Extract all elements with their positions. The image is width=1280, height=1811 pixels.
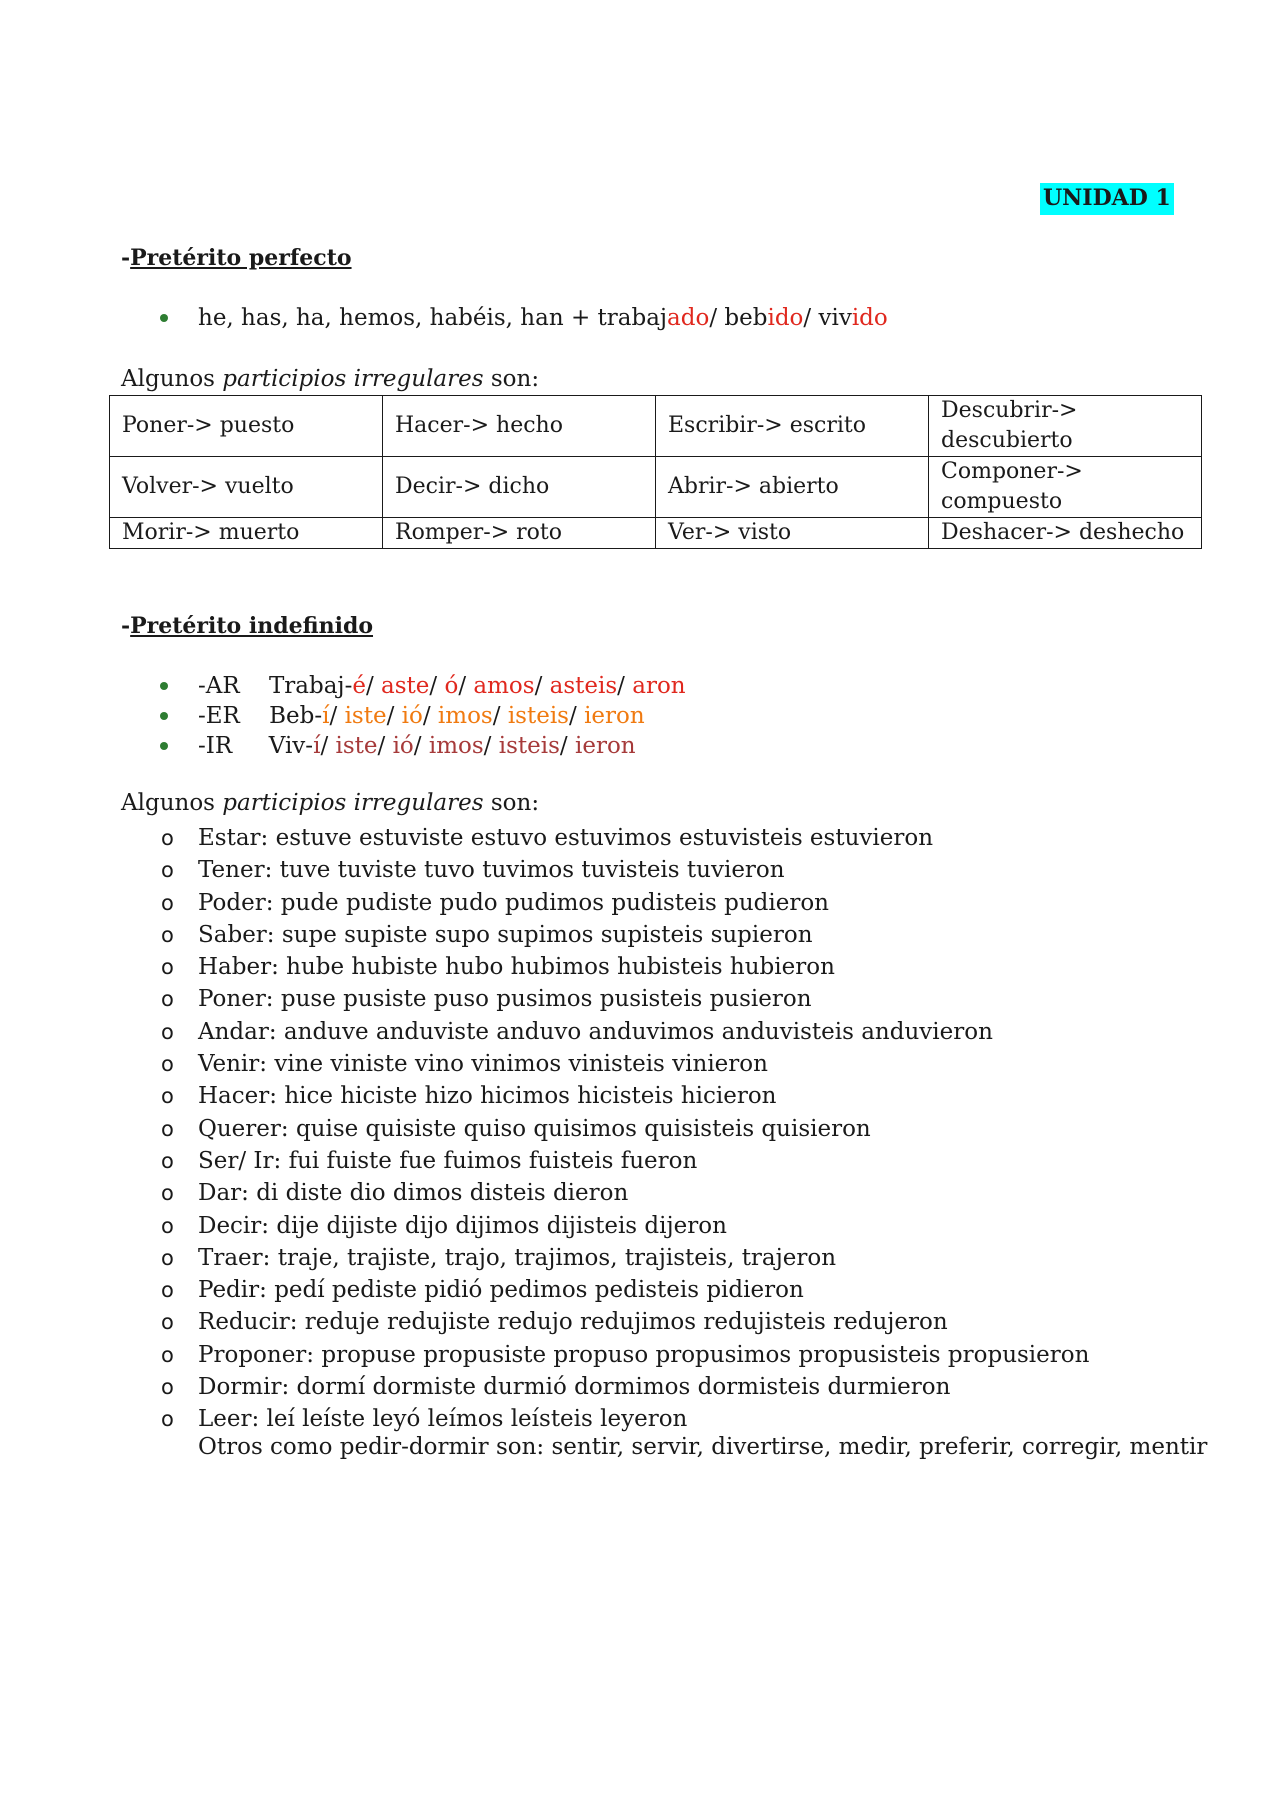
- list-item: o Pedir: pedí pediste pidió pedimos pedisteis pidieron: [160, 1274, 1089, 1306]
- list-marker: o: [161, 858, 174, 883]
- otros-note: Otros como pedir-dormir son: sentir, servir, divertirse, medir, preferir, corregir, mentir: [198, 1434, 1208, 1460]
- unit-title: UNIDAD 1: [1040, 183, 1174, 215]
- ar-bullet: -AR Trabaj-é/ aste/ ó/ amos/ asteis/ aron: [160, 671, 189, 791]
- table-cell: Ver-> visto: [656, 518, 929, 549]
- table-cell: Romper-> roto: [383, 518, 656, 549]
- irregular-participles-table: [109, 395, 1202, 549]
- list-marker: o: [161, 1407, 174, 1432]
- bullet-icon: [160, 712, 168, 720]
- table-row: [110, 518, 1202, 549]
- table-cell: Volver-> vuelto: [110, 457, 383, 518]
- list-item: o Proponer: propuse propusiste propuso propusimos propusisteis propusieron: [160, 1339, 1089, 1371]
- table-row: [110, 396, 1202, 457]
- list-marker: o: [161, 1181, 174, 1206]
- list-marker: o: [161, 955, 174, 980]
- list-marker: o: [161, 1116, 174, 1141]
- indefinido-intro: Algunos participios irregulares son:: [121, 790, 540, 816]
- table-cell: Abrir-> abierto: [656, 457, 929, 518]
- list-marker: o: [161, 1052, 174, 1077]
- list-marker: o: [161, 1148, 174, 1173]
- list-item: o Traer: traje, trajiste, trajo, trajimos, trajisteis, trajeron: [160, 1242, 1089, 1274]
- list-item: o Ser/ Ir: fui fuiste fue fuimos fuisteis fueron: [160, 1145, 1089, 1177]
- perfecto-title: Pretérito perfecto: [130, 245, 352, 271]
- list-item: o Dar: di diste dio dimos disteis dieron: [160, 1177, 1089, 1209]
- section-heading-indefinido: -Pretérito indefinido: [121, 613, 374, 639]
- list-marker: o: [161, 1019, 174, 1044]
- section-heading-perfecto: -Pretérito perfecto: [121, 245, 352, 271]
- er-bullet: -ER Beb-í/ iste/ ió/ imos/ isteis/ ieron: [160, 701, 189, 821]
- list-marker: o: [161, 1342, 174, 1367]
- ir-bullet: -IR Viv-í/ iste/ ió/ imos/ isteis/ ieron: [160, 731, 189, 851]
- list-item: o Saber: supe supiste supo supimos supisteis supieron: [160, 919, 1089, 951]
- list-marker: o: [161, 826, 174, 850]
- perfecto-bullet: he, has, ha, hemos, habéis, han + trabajado/ bebido/ vivido: [160, 303, 189, 423]
- list-item: o Poner: puse pusiste puso pusimos pusisteis pusieron: [160, 983, 1089, 1015]
- list-marker: o: [161, 987, 174, 1012]
- list-item: o Poder: pude pudiste pudo pudimos pudisteis pudieron: [160, 887, 1089, 919]
- list-item: o Querer: quise quisiste quiso quisimos quisisteis quisieron: [160, 1113, 1089, 1145]
- list-item: o Andar: anduve anduviste anduvo anduvimos anduvisteis anduvieron: [160, 1016, 1089, 1048]
- bullet-icon: [160, 742, 168, 750]
- list-marker: o: [161, 1084, 174, 1109]
- table-cell: Decir-> dicho: [383, 457, 656, 518]
- list-marker: o: [161, 1310, 174, 1335]
- list-marker: o: [161, 1213, 174, 1238]
- list-marker: o: [161, 922, 174, 947]
- list-item: o Reducir: reduje redujiste redujo redujimos redujisteis redujeron: [160, 1306, 1089, 1338]
- table-cell: Hacer-> hecho: [383, 396, 656, 457]
- indefinido-title: Pretérito indefinido: [130, 613, 374, 639]
- irregular-verbs-list: [160, 822, 1089, 1436]
- list-item: o Dormir: dormí dormiste durmió dormimos dormisteis durmieron: [160, 1371, 1089, 1403]
- table-cell: Componer-> compuesto: [929, 457, 1202, 518]
- list-marker: o: [161, 1245, 174, 1270]
- list-item: o Venir: vine viniste vino vinimos vinisteis vinieron: [160, 1048, 1089, 1080]
- table-cell: Poner-> puesto: [110, 396, 383, 457]
- bullet-icon: [160, 682, 168, 690]
- list-item: o Hacer: hice hiciste hizo hicimos hicisteis hicieron: [160, 1080, 1089, 1112]
- list-marker: o: [161, 1278, 174, 1303]
- list-item: o Leer: leí leíste leyó leímos leísteis leyeron: [160, 1403, 1089, 1435]
- list-item: o Haber: hube hubiste hubo hubimos hubisteis hubieron: [160, 951, 1089, 983]
- table-cell: Morir-> muerto: [110, 518, 383, 549]
- table-cell: Escribir-> escrito: [656, 396, 929, 457]
- list-item: o Tener: tuve tuviste tuvo tuvimos tuvisteis tuvieron: [160, 854, 1089, 886]
- list-item: o Decir: dije dijiste dijo dijimos dijisteis dijeron: [160, 1210, 1089, 1242]
- list-marker: o: [161, 890, 174, 915]
- list-item: o Estar: estuve estuviste estuvo estuvimos estuvisteis estuvieron: [160, 822, 1089, 854]
- table-row: [110, 457, 1202, 518]
- table-cell: Deshacer-> deshecho: [929, 518, 1202, 549]
- bullet-icon: [160, 314, 168, 322]
- list-marker: o: [161, 1375, 174, 1400]
- perfecto-intro: Algunos participios irregulares son:: [121, 366, 540, 392]
- table-cell: Descubrir-> descubierto: [929, 396, 1202, 457]
